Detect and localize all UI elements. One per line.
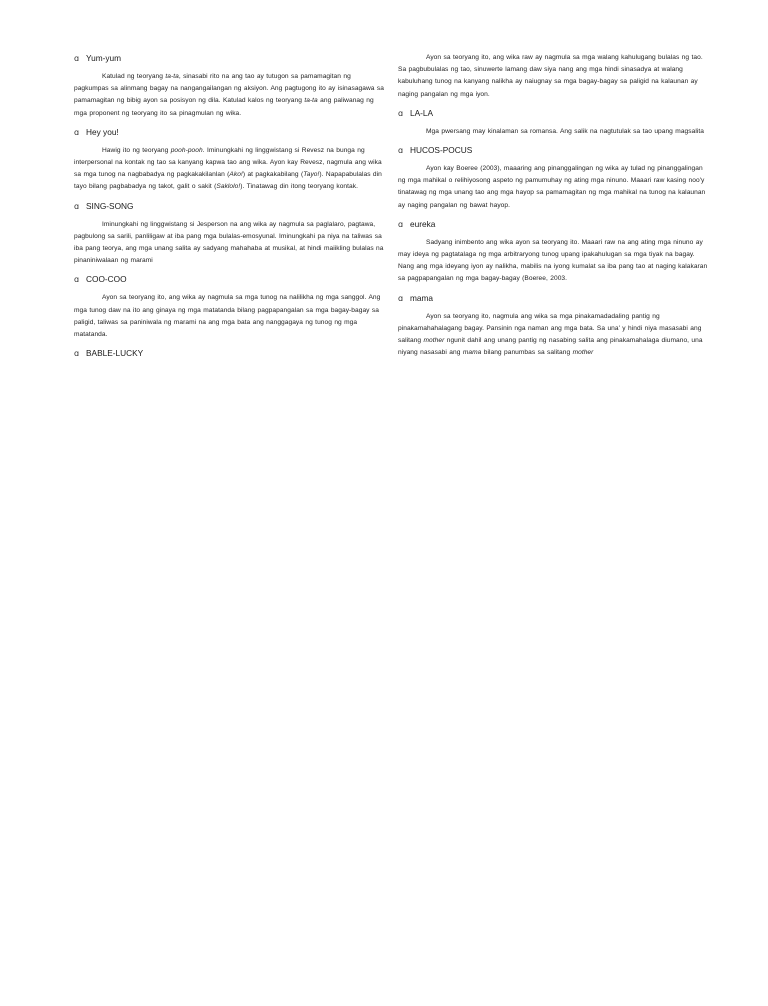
bullet-icon: ɑ (74, 349, 80, 359)
section-paragraph: Ayon kay Boeree (2003), maaaring ang pinanggalingan ng wika ay tulad ng pinanggalingan ng mga mahikal o relihiyosong aspeto ng pamumuhay ng ating mga ninuno. Maaari raw kasing noo'y tinatawag ng mga unang tao ang mga hayop sa pamamagitan ng mga mahikal na tunog na kalaunan ay naging pangalan ng bawat hayop. (398, 165, 706, 209)
bullet-icon: ɑ (74, 127, 80, 137)
section-heading: ɑ eureka (398, 218, 436, 229)
bullet-icon: ɑ (74, 275, 80, 285)
section-heading: ɑ COO-COO (74, 274, 127, 285)
bullet-icon: ɑ (74, 201, 80, 211)
section-paragraph: Hawig ito ng teoryang pooh-pooh. Iminungkahi ng linggwistang si Revesz na bunga ng interpersonal na kontak ng tao sa kanyang kapwa tao ang wika. Ayon kay Revesz, nagmula ang wika sa mga tunog na nagbabadya ng pagkakakilanlan (Ako!) at pagkakabilang (Tayo!). Napapabulalas din tayo bilang pagbabadya ng takot, galit o sakit (Saklolo!). Tinatawag din itong teoryang kontak. (74, 146, 382, 191)
section-paragraph: Katulad ng teoryang ta-ta, sinasabi rito na ang tao ay tutugon sa pamamagitan ng pagkumpas sa alinmang bagay na nangangailangan ng aksiyon. Ang pagtugong ito ay isinasagawa sa pamamagitan ng bibig ayon sa posisyon ng dila. Katulad kalos ng teoryang ta-ta ang paliwanag ng mga proponent ng teoryang ito sa pinagmulan ng wika. (74, 73, 384, 117)
section-paragraph: Sadyang inimbento ang wika ayon sa teoryang ito. Maaari raw na ang ating mga ninuno ay may ideya ng pagtatalaga ng mga arbitraryong tunog upang ipakahulugan sa mga tiyak na bagay. Nang ang mga ideyang iyon ay nalikha, mabilis na iyong kumalat sa iba pang tao at naging kalakaran sa pagpapangalan ng mga bagay-bagay (Boeree, 2003. (398, 238, 708, 283)
right-column (398, 52, 708, 365)
section-hey-you (74, 126, 384, 194)
section-bable-lucky (74, 347, 384, 360)
section-paragraph: Ayon sa teoryang ito, nagmula ang wika sa mga pinakamadadaling pantig ng pinakamahahalagang bagay. Pansinin nga naman ang mga bata. Sa una' y hindi niya masasabi ang salitang mother ngunit dahil ang unang pantig ng nasabing salita ang pinakamahalaga diumano, una niyang nasasabi ang mama bilang panumbas sa salitang mother (398, 312, 703, 357)
bullet-icon: ɑ (398, 146, 404, 156)
bullet-icon: ɑ (398, 293, 404, 303)
section-heading: ɑ LA-LA (398, 107, 434, 118)
section-heading: ɑ SING-SONG (74, 200, 134, 211)
section-heading: ɑ HUCOS-POCUS (398, 145, 473, 156)
continued-paragraph: Ayon sa teoryang ito, ang wika raw ay nagmula sa mga walang kahulugang bulalas ng tao. Sa pagbubulalas ng tao, sinuwerte lamang daw siya nang ang mga hindi sinasadya at walang kabuluhang tunog na kanyang nalikha ay naiugnay sa mga bagay-bagay sa paligid na kalaunan ay naging pangalan ng mga iyon. (398, 54, 703, 98)
section-hucos-pocus (398, 144, 708, 212)
section-sing-song (74, 200, 384, 268)
left-column (74, 52, 384, 366)
section-paragraph: Mga pwersang may kinalaman sa romansa. Ang salik na nagtutulak sa tao upang magsalita (426, 127, 704, 135)
bullet-icon: ɑ (74, 54, 80, 63)
section-paragraph: Iminungkahi ng linggwistang si Jesperson na ang wika ay nagmula sa paglalaro, pagtawa, pagbulong sa sarili, panliligaw at iba pang mga bulalas-emosyunal. Iminungkahi pa niya na taliwas sa iba pang teorya, ang mga unang salita ay sadyang mahahaba at musikal, at hindi maiikling bulalas na pinaniniwalaan ng marami (74, 220, 384, 265)
section-heading: ɑ mama (398, 292, 434, 303)
section-coo-coo (74, 273, 384, 341)
section-heading: ɑ Yum-yum (74, 53, 122, 63)
section-yum-yum (74, 52, 384, 120)
bullet-icon: ɑ (398, 108, 404, 118)
section-mama (398, 292, 708, 360)
section-eureka (398, 218, 708, 286)
section-la-la (398, 107, 708, 138)
section-heading: ɑ Hey you! (74, 126, 119, 137)
bullet-icon: ɑ (398, 219, 404, 229)
section-heading: ɑ BABLE-LUCKY (74, 348, 144, 359)
section-paragraph: Ayon sa teoryang ito, ang wika ay nagmula sa mga tunog na nalilikha ng mga sanggol. Ang mga tunog daw na ito ang ginaya ng mga matatanda bilang pagpapangalan sa mga bagay-bagay sa paligid, taliwas sa paniniwala ng marami na ang mga bata ang nanggagaya ng tunog ng mga matatanda. (74, 294, 381, 339)
